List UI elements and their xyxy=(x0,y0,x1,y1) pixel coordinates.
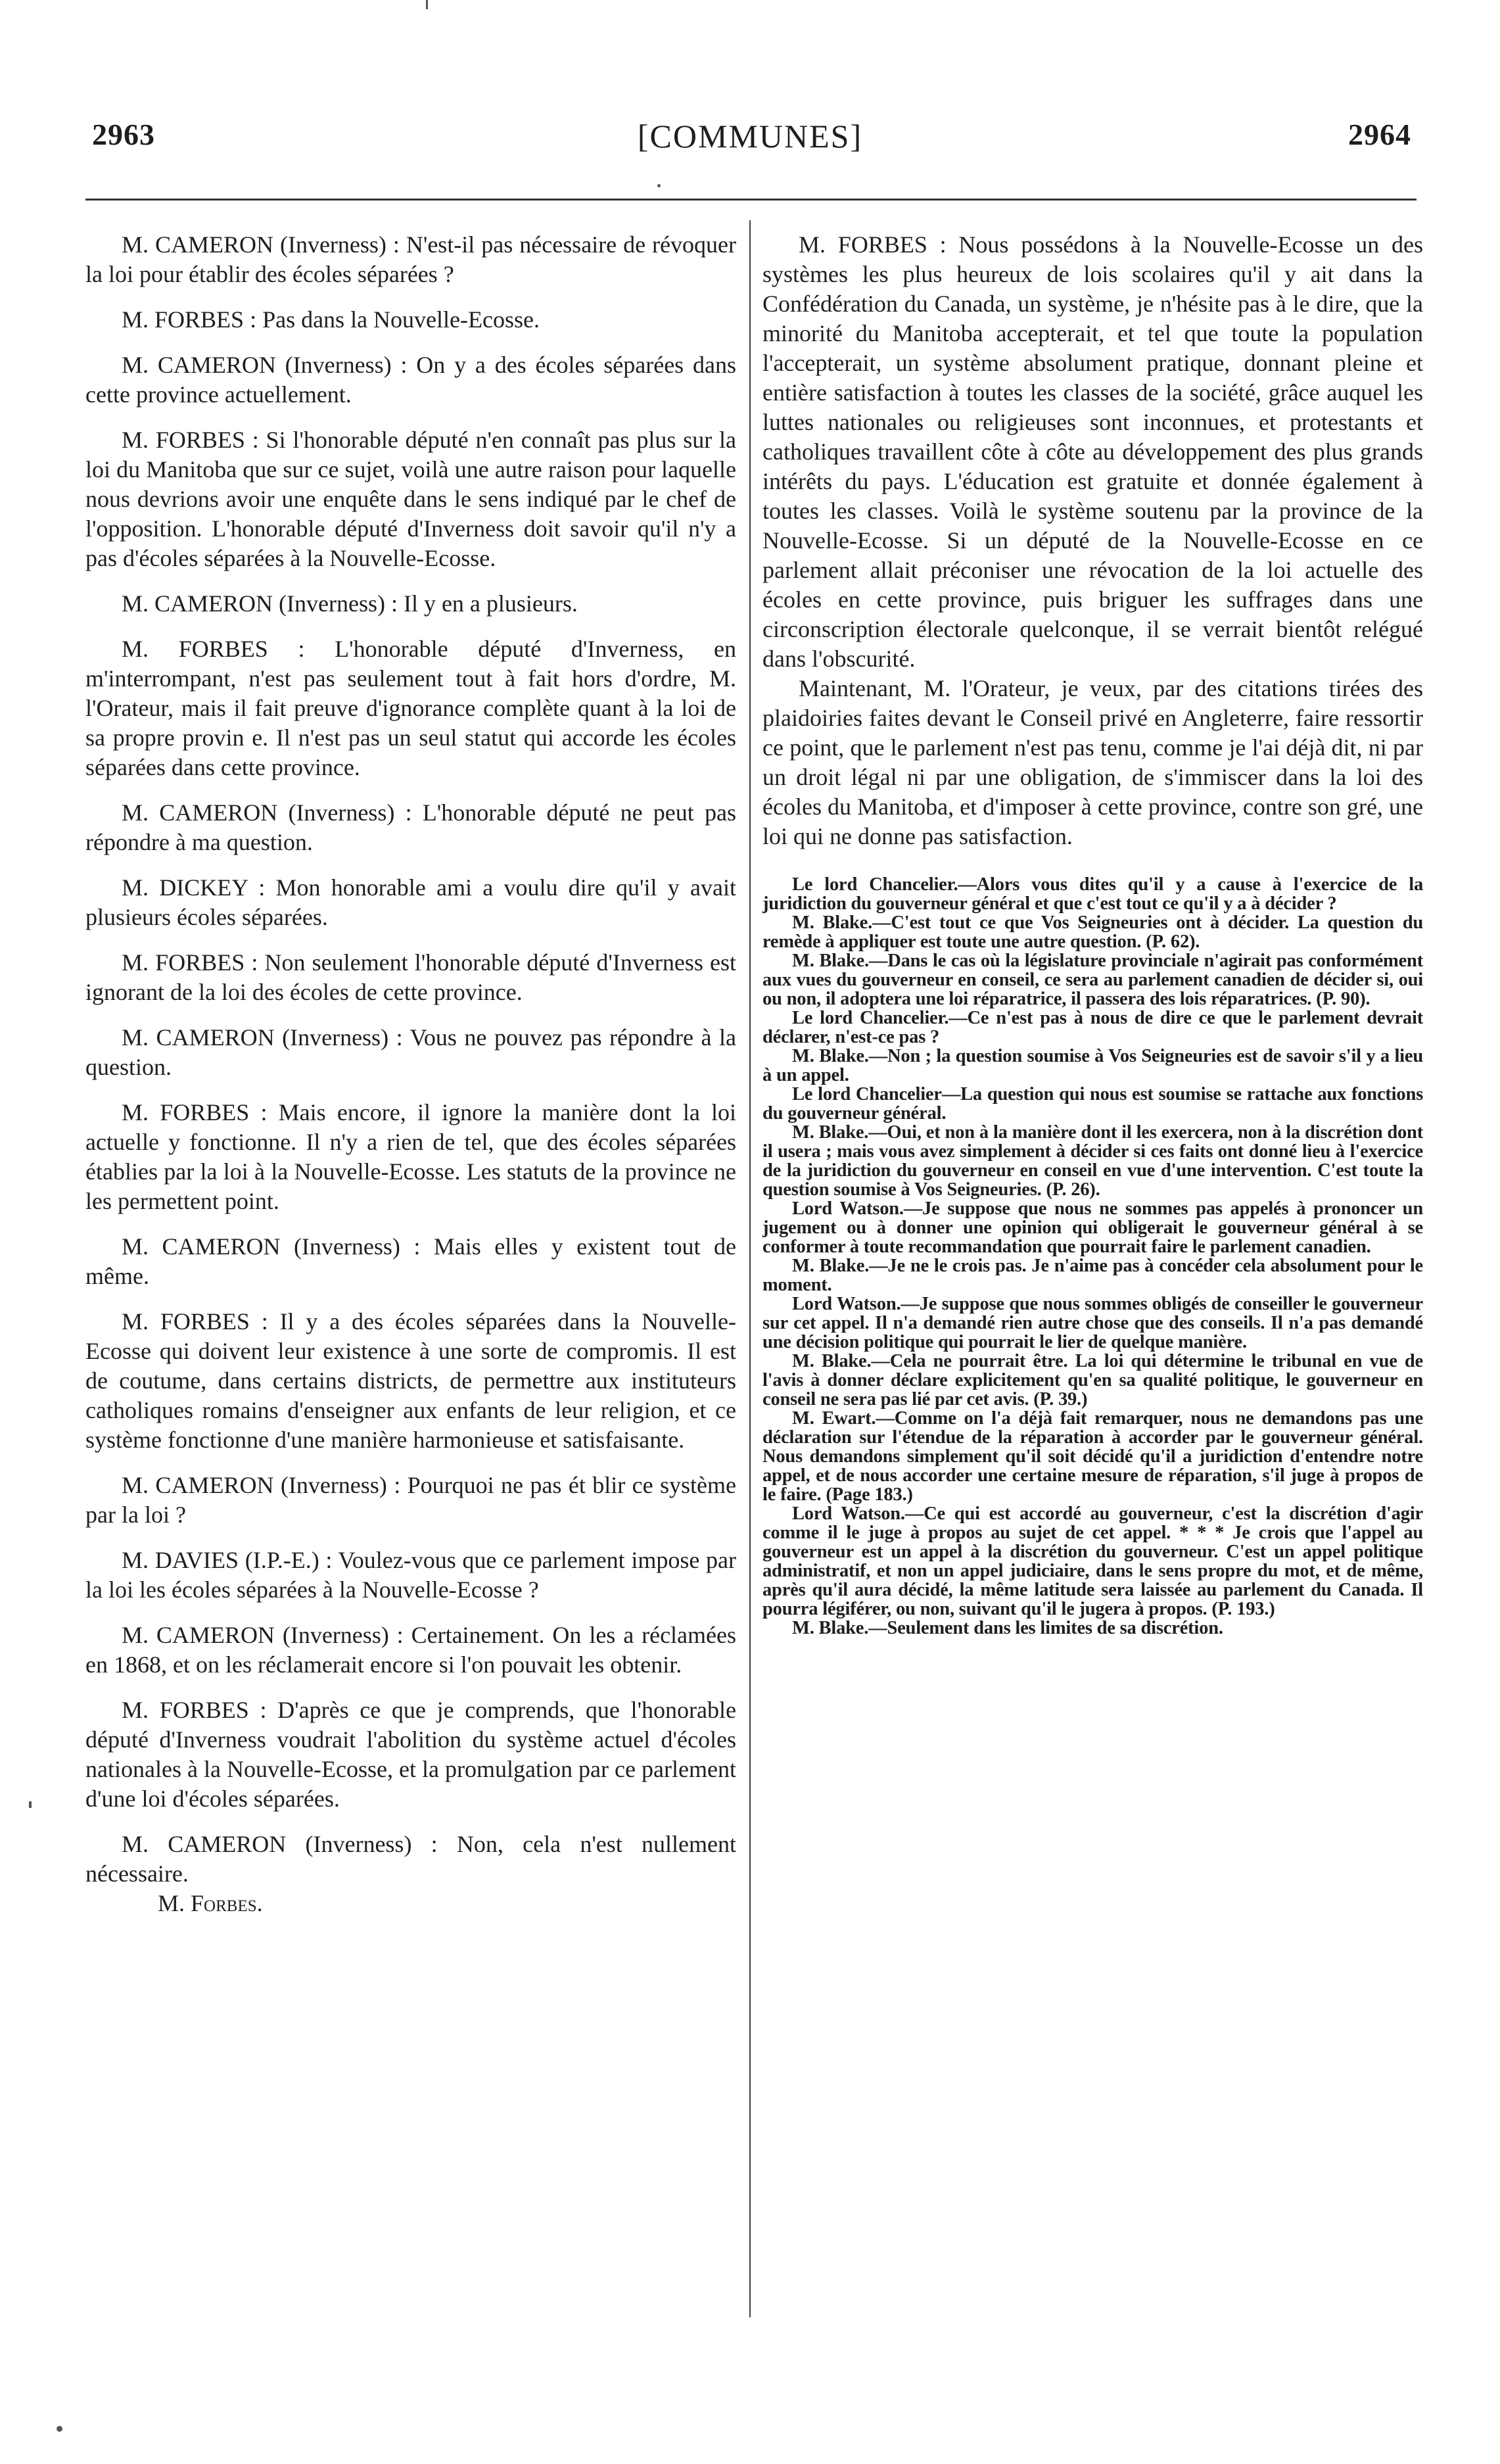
debate-paragraph: M. CAMERON (Inverness) : Non, cela n'est nullement nécessaire. xyxy=(85,1831,736,1887)
quotation-paragraph: M. Blake.—Cela ne pourrait être. La loi qui détermine le tribunal en vue de l'avis à donner déclare explicitement qu'en sa qualité politique, le gouverneur en conseil ne sera pas lié par cet avis. (P. 39.) xyxy=(762,1351,1423,1410)
debate-paragraph: M. FORBES : Nous possédons à la Nouvelle-Ecosse un des systèmes les plus heureux de lois scolaires qu'il y ait dans la Confédération du Canada, un système, je n'hésite pas à le dire, que la minorité du Manitoba accepterait, et tel que toute la population l'accepterait, un système absolument pratique, donnant pleine et entière satisfaction à toutes les classes de la société, grâce auquel les luttes nationales ou religieuses sont inconnues, et protestants et catholiques travaillent côte à côte au développement des plus grands intérêts du pays. L'éducation est gratuite et donnée également à toutes les classes. Voilà le système soutenu par la province de la Nouvelle-Ecosse. Si un député de la Nouvelle-Ecosse en ce parlement allait préconiser une révocation de la loi actuelle des écoles en cette province, puis briguer les suffrages dans une circonscription électorale quelconque, il se verrait bientôt relégué dans l'obscurité. xyxy=(762,231,1423,672)
right-column xyxy=(762,230,1423,1638)
debate-paragraph: M. DICKEY : Mon honorable ami a voulu dire qu'il y avait plusieurs écoles séparées. xyxy=(85,874,736,930)
column-divider xyxy=(749,220,751,2317)
scan-speck xyxy=(57,2426,62,2432)
debate-paragraph: M. CAMERON (Inverness) : On y a des écoles séparées dans cette province actuellement. xyxy=(85,352,736,408)
quotation-paragraph: M. Blake.—Je ne le crois pas. Je n'aime pas à concéder cela absolument pour le moment. xyxy=(762,1256,1423,1295)
scan-speck xyxy=(29,1801,32,1808)
debate-paragraph: M. FORBES : L'honorable député d'Inverness, en m'interrompant, n'est pas seulement tout à fait hors d'ordre, M. l'Orateur, mais il fait preuve d'ignorance complète quant à la loi de sa propre provin e. Il n'est pas un seul statut qui accorde les écoles séparées dans cette province. xyxy=(85,636,736,780)
debate-paragraph: M. CAMERON (Inverness) : L'honorable député ne peut pas répondre à ma question. xyxy=(85,799,736,855)
left-column xyxy=(85,230,736,1918)
debate-paragraph: M. FORBES : Il y a des écoles séparées dans la Nouvelle-Ecosse qui doivent leur existence à une sorte de compromis. Il est de coutume, dans certains districts, de permettre aux instituteurs catholiques romains d'enseigner aux enfants de leur religion, et ce système fonctionne d'une manière harmonieuse et satisfaisante. xyxy=(85,1308,736,1453)
debate-paragraph: Maintenant, M. l'Orateur, je veux, par des citations tirées des plaidoiries faites devant le Conseil privé en Angleterre, faire ressortir ce point, que le parlement n'est pas tenu, comme je l'ai déjà dit, ni par un droit légal ni par une obligation, de s'immiscer dans la loi des écoles du Manitoba, et d'imposer à cette province, contre son gré, une loi qui ne donne pas satisfaction. xyxy=(762,675,1423,849)
page-number-left: 2963 xyxy=(92,118,155,151)
quotation-paragraph: Lord Watson.—Ce qui est accordé au gouverneur, c'est la discrétion d'agir comme il le juge à propos au sujet de cet appel. * * * Je crois que l'appel au gouverneur est un appel à la discrétion du gouverneur. C'est un appel politique administratif, et non un appel judiciaire, dans le sens propre du mot, et de même, après qu'il aura décidé, la même latitude sera laissée au parlement du Canada. Il pourra légiférer, ou non, suivant qu'il le jugera à propos. (P. 193.) xyxy=(762,1504,1423,1619)
quotation-paragraph: Le lord Chancelier.—Alors vous dites qu'il y a cause à l'exercice de la juridiction du gouverneur général et que c'est tout ce qu'il y a à décider ? xyxy=(762,874,1423,914)
quotation-paragraph: Lord Watson.—Je suppose que nous ne sommes pas appelés à prononcer un jugement ou à donner une opinion qui obligerait le gouverneur général à se conformer à toute recommandation que pourrait faire le parlement canadien. xyxy=(762,1198,1423,1257)
debate-paragraph: M. FORBES : Mais encore, il ignore la manière dont la loi actuelle y fonctionne. Il n'y a rien de tel, que des écoles séparées établies par la loi à la Nouvelle-Ecosse. Les statuts de la province ne les permettent point. xyxy=(85,1099,736,1214)
quotation-paragraph: M. Blake.—Dans le cas où la législature provinciale n'agirait pas conformément aux vues du gouverneur en conseil, ce sera au parlement canadien de décider si, oui ou non, il adoptera une loi réparatrice, il passera des lois réparatrices. (P. 90). xyxy=(762,951,1423,1009)
speaker-signoff xyxy=(85,1889,736,1918)
quotation-paragraph: M. Blake.—Non ; la question soumise à Vos Seigneuries est de savoir s'il y a lieu à un appel. xyxy=(762,1046,1423,1085)
debate-paragraph: M. CAMERON (Inverness) : Certainement. On les a réclamées en 1868, et on les réclamerait encore si l'on pouvait les obtenir. xyxy=(85,1622,736,1678)
quotation-paragraph: Le lord Chancelier.—Ce n'est pas à nous de dire ce que le parlement devrait déclarer, n'est-ce pas ? xyxy=(762,1008,1423,1047)
debate-paragraph: M. CAMERON (Inverness) : N'est-il pas nécessaire de révoquer la loi pour établir des écoles séparées ? xyxy=(85,231,736,287)
header-rule xyxy=(85,199,1417,201)
running-title: [COMMUNES] xyxy=(637,118,863,154)
page-header xyxy=(0,117,1500,170)
quotation-paragraph: Lord Watson.—Je suppose que nous sommes obligés de conseiller le gouverneur sur cet appel. Il n'a demandé rien autre chose que des conseils. Il n'a pas demandé une décision politique qui pourrait le lier de quelque manière. xyxy=(762,1294,1423,1352)
debate-paragraph: M. FORBES : Pas dans la Nouvelle-Ecosse. xyxy=(122,306,540,333)
debate-paragraph: M. CAMERON (Inverness) : Il y en a plusieurs. xyxy=(122,590,578,617)
page-number-right: 2964 xyxy=(1348,118,1411,151)
quotation-paragraph: M. Blake.—Oui, et non à la manière dont il les exercera, non à la discrétion dont il usera ; mais vous avez simplement à décider si ces faits ont donné lieu à l'exercice de la juridiction du gouverneur en conseil en vue d'une intervention. C'est toute la question soumise à Vos Seigneuries. (P. 26). xyxy=(762,1122,1423,1200)
quotation-paragraph: M. Blake.—Seulement dans les limites de sa discrétion. xyxy=(792,1618,1223,1638)
debate-paragraph: M. FORBES : Non seulement l'honorable député d'Inverness est ignorant de la loi des écoles de cette province. xyxy=(85,949,736,1005)
debate-paragraph: M. DAVIES (I.P.-E.) : Voulez-vous que ce parlement impose par la loi les écoles séparées à la Nouvelle-Ecosse ? xyxy=(85,1547,736,1603)
privy-council-quotation xyxy=(762,875,1423,1638)
debate-paragraph: M. FORBES : D'après ce que je comprends, que l'honorable député d'Inverness voudrait l'abolition du système actuel d'écoles nationales à la Nouvelle-Ecosse, et la promulgation par ce parlement d'une loi d'écoles séparées. xyxy=(85,1697,736,1812)
signoff-prefix: M. xyxy=(158,1890,185,1916)
quotation-paragraph: Le lord Chancelier—La question qui nous est soumise se rattache aux fonctions du gouverneur général. xyxy=(762,1084,1423,1124)
scan-speck xyxy=(657,184,661,187)
quotation-paragraph: M. Ewart.—Comme on l'a déjà fait remarquer, nous ne demandons pas une déclaration sur l'étendue de la réparation à accorder par le gouverneur général. Nous demandons simplement qu'il soit décidé qu'il a juridiction d'entendre notre appel, et de nous accorder une certaine mesure de réparation, s'il juge à propos de le faire. (Page 183.) xyxy=(762,1408,1423,1505)
debate-paragraph: M. CAMERON (Inverness) : Pourquoi ne pas ét blir ce système par la loi ? xyxy=(85,1472,736,1528)
debate-paragraph: M. CAMERON (Inverness) : Vous ne pouvez pas répondre à la question. xyxy=(85,1024,736,1080)
signoff-name: Forbes. xyxy=(191,1890,263,1916)
quotation-paragraph: M. Blake.—C'est tout ce que Vos Seigneuries ont à décider. La question du remède à appliquer est toute une autre question. (P. 62). xyxy=(762,912,1423,952)
debate-paragraph: M. CAMERON (Inverness) : Mais elles y existent tout de même. xyxy=(85,1233,736,1289)
debate-paragraph: M. FORBES : Si l'honorable député n'en connaît pas plus sur la loi du Manitoba que sur ce sujet, voilà une autre raison pour laquelle nous devrions avoir une enquête dans le sens indiqué par le chef de l'opposition. L'honorable député d'Inverness doit savoir qu'il n'y a pas d'écoles séparées à la Nouvelle-Ecosse. xyxy=(85,427,736,571)
scan-speck xyxy=(426,0,428,9)
